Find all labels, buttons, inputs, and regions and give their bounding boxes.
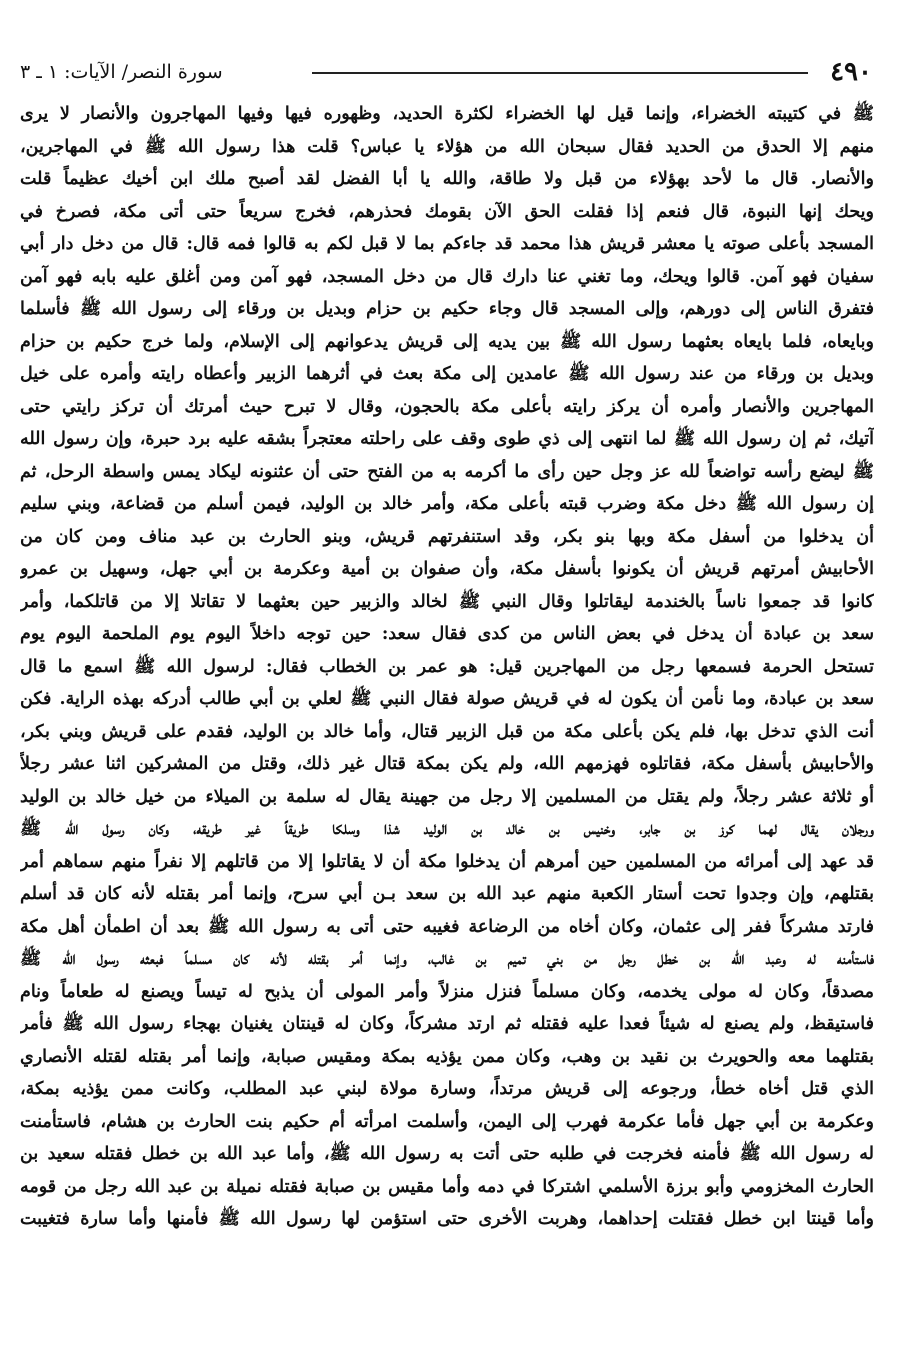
text-line: آتيك، ثم إن رسول الله ﷺ لما انتهى إلى ذي طوى وقف على راحلته معتجراً بشقه عليه برد حبرة، وإن رسول الله bbox=[20, 429, 874, 449]
text-line: سعد بن عبادة، وما نأمن أن يكون له في قريش صولة فقال النبي ﷺ لعلي بن أبي طالب أدركه بهذه الراية. فكن bbox=[20, 689, 874, 709]
running-title: سورة النصر/ الآيات: ١ ـ ٣ bbox=[20, 61, 223, 83]
text-line: سفيان فهو آمن. قالوا ويحك، وما تغني عنا دارك قال من دخل المسجد، فهو آمن ومن أغلق عليه بابه فهو آمن bbox=[20, 266, 874, 287]
text-line: تستحل الحرمة فسمعها رجل من المهاجرين قيل: هو عمر بن الخطاب فقال: لرسول الله ﷺ اسمع ما قال bbox=[20, 656, 874, 677]
text-line: الأحابيش أمرتهم قريش أن يكونوا بأسفل مكة، وأن صفوان بن أمية وعكرمة بن أبي جهل، وسهيل بن عمرو bbox=[20, 559, 874, 579]
text-line: ﷺ في كتيبته الخضراء، وإنما قيل لها الخضراء لكثرة الحديد، وظهوره فيها وفيها المهاجرون والأنصار لا يرى bbox=[20, 104, 874, 124]
text-line: والأنصار. قال ما لأحد بهؤلاء من قبل ولا طاقة، والله يا أبا الفضل لقد أصبح ملك ابن أخيك عظيماً قلت bbox=[20, 169, 874, 189]
text-line: مصدقاً، وكان له مولى يخدمه، وكان مسلماً فنزل منزلاً وأمر المولى أن يذبح له تيساً ويصنع له طعاماً ونام bbox=[20, 981, 874, 1002]
text-line: وبايعاه، فلما بايعاه بعثهما رسول الله ﷺ بين يديه إلى قريش يدعوانهم إلى الإسلام، ولما خرج حكيم بن حزام bbox=[20, 331, 874, 352]
text-line: فاستيقظ، ولم يصنع له شيئاً فعدا عليه فقتله ثم ارتد مشركاً، وكان له قينتان يغنيان بهجاء رسول الله ﷺ فأمر bbox=[20, 1014, 874, 1034]
page-header bbox=[20, 54, 872, 90]
text-line: ﷺ ليضع رأسه تواضعاً لله عز وجل حين رأى ما أكرمه به من الفتح حتى أن عثنونه ليكاد يمس واسطة الرحل، ثم bbox=[20, 461, 874, 482]
text-line: الحارث المخزومي وأبو برزة الأسلمي اشتركا في دمه وأما مقيس بن صبابة فقتله نميلة بن عبد الله رجل من قومه bbox=[20, 1176, 874, 1197]
text-line: له رسول الله ﷺ فأمنه فخرجت في طلبه حتى أتت به رسول الله ﷺ، وأما عبد الله بن خطل فقتله سعيد بن bbox=[20, 1144, 874, 1164]
text-line: كانوا قد جمعوا ناساً بالخندمة ليقاتلوا وقال النبي ﷺ لخالد والزبير حين بعثهما لا تقاتلا إلا من قاتلكما، وأمر bbox=[20, 591, 874, 612]
text-line: أنت الذي تدخل بها، فلم يكن بأعلى مكة من قبل الزبير قتال، وأما خالد بن الوليد، فقدم على قريش وبني بكر، bbox=[20, 721, 874, 742]
text-line: فتفرق الناس إلى دورهم، وإلى المسجد قال وجاء حكيم بن حزام وبديل بن ورقاء إلى رسول الله ﷺ فأسلما bbox=[20, 299, 874, 319]
text-line: وأما قينتا ابن خطل فقتلت إحداهما، وهربت الأخرى حتى استؤمن لها رسول الله ﷺ فأمنها وأما سارة فتغيبت bbox=[20, 1209, 874, 1229]
text-line: ورجلان يقال لهما كرز بن جابر، وخنيس بن خالد بن الوليد شذا وسلكا طريقاً غير طريقه، وكان رسول الله ﷺ bbox=[20, 819, 874, 839]
text-line: الذي قتل أخاه خطأ، ورجوعه إلى قريش مرتداً، وسارة مولاة لبني عبد المطلب، وكانت ممن يؤذيه بمكة، bbox=[20, 1079, 874, 1099]
text-line: سعد بن عبادة أن يدخل في بعض الناس من كدى فقال سعد: حين توجه داخلاً اليوم يوم الملحمة اليوم يوم bbox=[20, 624, 874, 644]
text-line: منهم إلا الحدق من الحديد فقال سبحان الله من هؤلاء يا عباس؟ قلت هذا رسول الله ﷺ في المهاجرين، bbox=[20, 136, 874, 157]
text-line: أن يدخلوا من أسفل مكة وبها بنو بكر، وقد استنفرتهم قريش، وبنو الحارث بن عبد مناف ومن كان من bbox=[20, 526, 874, 547]
text-line: قد عهد إلى أمرائه من المسلمين حين أمرهم أن يدخلوا مكة أن لا يقاتلوا إلا من قاتلهم إلا نفراً منهم سماهم أمر bbox=[20, 851, 874, 872]
text-line: أو ثلاثة عشر رجلاً، ولم يقتل من المسلمين إلا رجل من جهينة يقال له سلمة بن الميلاء من خيل خالد بن الوليد bbox=[20, 786, 874, 807]
text-line: المسجد بأعلى صوته يا معشر قريش هذا محمد قد جاءكم بما لا قبل لكم به قالوا فمه قال: قال من دخل دار أبي bbox=[20, 234, 874, 254]
text-line: بقتلهما معه والحويرث بن نقيد بن وهب، وكان ممن يؤذيه بمكة ومقيس صبابة، وإنما أمر بقتله لقتله الأنصاري bbox=[20, 1046, 874, 1067]
text-line: وبديل بن ورقاء من عند رسول الله ﷺ عامدين إلى مكة بعث في أثرهما الزبير وأعطاه رايته وأمره على خيل bbox=[20, 364, 874, 384]
text-line: فاستأمنه له وعبد الله بن خطل رجل من بني تميم بن غالب، وإنما أمر بقتله لأنه كان مسلماً فبعثه رسول الله ﷺ bbox=[20, 949, 874, 969]
text-line: فارتد مشركاً ففر إلى عثمان، وكان أخاه من الرضاعة فغيبه حتى أتى به رسول الله ﷺ بعد أن اطمأن أهل مكة bbox=[20, 916, 874, 937]
header-rule bbox=[312, 72, 808, 74]
body-text bbox=[20, 98, 874, 1236]
text-line: والأحابيش بأسفل مكة، فقاتلوه فهزمهم الله، ولم يكن بمكة قتال غير ذلك، وقتل من المشركين اثنا عشر رجلاً bbox=[20, 754, 874, 774]
text-line: إن رسول الله ﷺ دخل مكة وضرب قبته بأعلى مكة، وأمر خالد بن الوليد، فيمن أسلم من قضاعة، وبني سليم bbox=[20, 494, 874, 514]
text-line: ويحك إنها النبوة، قال فنعم إذا فقلت الحق الآن بقومك فحذرهم، فخرج سريعاً حتى أتى مكة، فصرخ في bbox=[20, 201, 874, 222]
text-line: وعكرمة بن أبي جهل فأما عكرمة فهرب إلى اليمن، وأسلمت امرأته أم حكيم بنت الحارث بن هشام، فاستأمنت bbox=[20, 1111, 874, 1132]
text-line: بقتلهم، وإن وجدوا تحت أستار الكعبة منهم عبد الله بن سعد بـن أبي سرح، وإنما أمر بقتله لأنه كان قد أسلم bbox=[20, 884, 874, 904]
text-line: المهاجرين والأنصار وأمره أن يركز رايته بأعلى مكة بالحجون، وقال لا تبرح حيث أمرتك أن تركز رايتي حتى bbox=[20, 396, 874, 417]
page-number: ٤٩٠ bbox=[830, 57, 872, 87]
